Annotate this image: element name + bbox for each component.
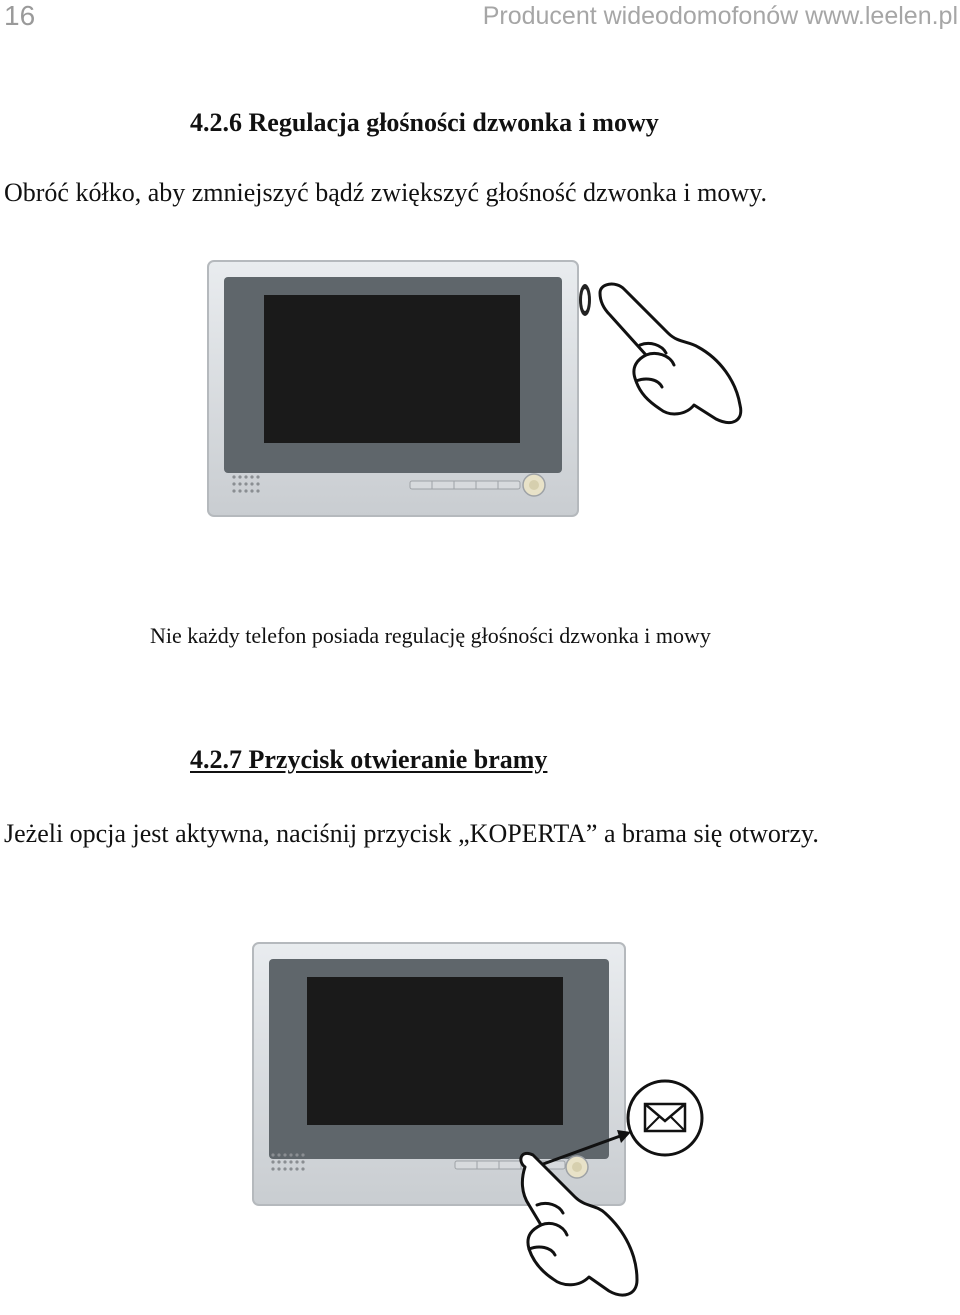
- page-number: 16: [4, 0, 36, 31]
- monitor-screen: [264, 295, 520, 443]
- button-strip: [410, 481, 520, 489]
- envelope-callout: [628, 1081, 702, 1155]
- pointing-hand-icon: [600, 284, 741, 422]
- volume-note: Nie każdy telefon posiada regulację głośności dzwonka i mowy: [150, 623, 711, 648]
- monitor-screen: [307, 977, 563, 1125]
- gate-instruction: Jeżeli opcja jest aktywna, naciśnij przycisk „KOPERTA” a brama się otworzy.: [4, 819, 819, 848]
- monitor-device: [253, 943, 625, 1205]
- page-header: [0, 0, 960, 40]
- monitor-gate-illustration: [245, 935, 710, 1310]
- monitor-device: [208, 261, 578, 516]
- monitor-volume-illustration: [200, 255, 760, 525]
- section-heading-volume: 4.2.6 Regulacja głośności dzwonka i mowy: [190, 108, 659, 137]
- section-heading-gate: 4.2.7 Przycisk otwieranie bramy: [190, 745, 548, 774]
- volume-wheel-icon: [579, 284, 591, 316]
- header-text: Producent wideodomofonów www.leelen.pl: [482, 2, 958, 30]
- envelope-icon: [645, 1104, 685, 1131]
- volume-instruction: Obróć kółko, aby zmniejszyć bądź zwiększyć głośność dzwonka i mowy.: [4, 178, 767, 207]
